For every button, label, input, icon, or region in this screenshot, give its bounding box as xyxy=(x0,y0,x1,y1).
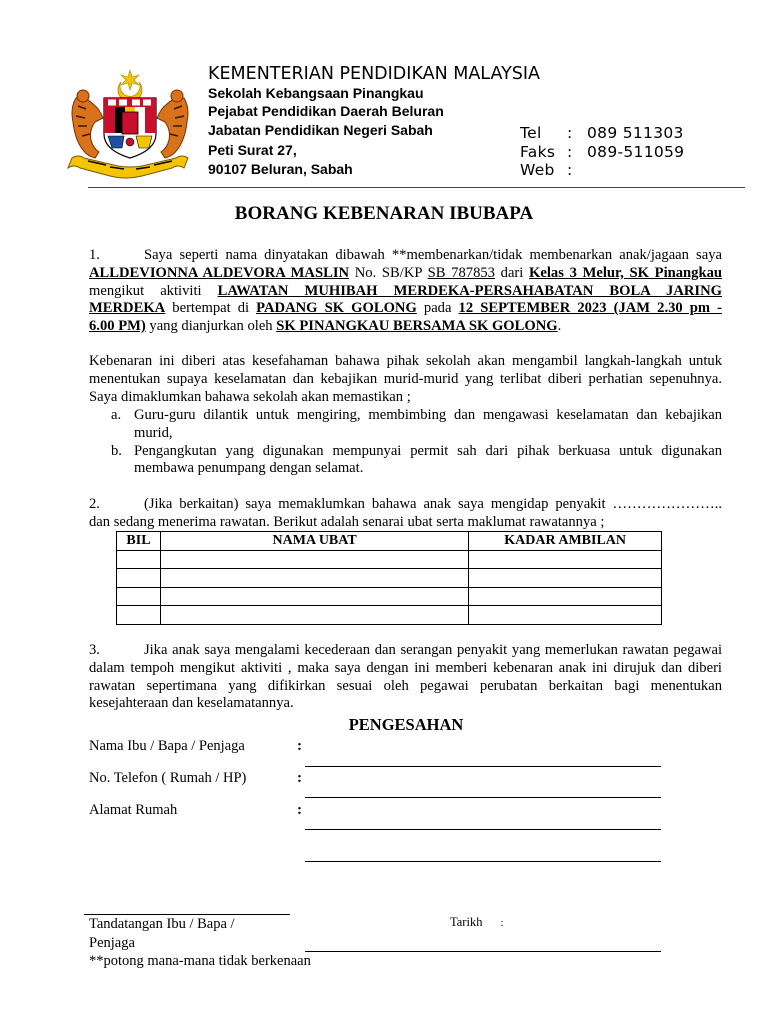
list-item: a. Guru-guru dilantik untuk mengiring, membimbing dan mengawasi keselamatan dan kebajikan murid, xyxy=(111,407,722,441)
parent-name-label: Nama Ibu / Bapa / Penjaga xyxy=(89,738,245,754)
paragraph-2 xyxy=(89,496,722,532)
activity-date: 12 SEPTEMBER 2023 (JAM 2.30 pm - xyxy=(458,300,722,317)
motto-scroll xyxy=(68,156,188,178)
parent-name-colon: : xyxy=(297,738,302,754)
p1-line-2: ALLDEVIONNA ALDEVORA MASLIN No. SB/KP SB 787853 dari Kelas 3 Melur, SK Pinangkau xyxy=(89,264,722,281)
fax-colon: : xyxy=(567,143,573,161)
phone-field[interactable] xyxy=(305,797,661,798)
parent-name-field[interactable] xyxy=(305,766,661,767)
p2-line-2: dan sedang menerima rawatan. Berikut adalah senarai ubat serta maklumat rawatannya ; xyxy=(89,513,605,530)
header-divider xyxy=(88,187,745,188)
web-label: Web xyxy=(520,161,555,179)
table-cell[interactable] xyxy=(469,587,662,606)
tel-value: 089 511303 xyxy=(587,124,684,142)
table-cell[interactable] xyxy=(117,569,161,588)
table-cell[interactable] xyxy=(469,606,662,625)
organizer: SK PINANGKAU BERSAMA SK GOLONG xyxy=(276,318,558,335)
table-row xyxy=(117,587,662,606)
paragraph-3: 3. Jika anak saya mengalami kecederaan dan serangan penyakit yang memerlukan rawatan pegawai dalam tempoh mengikut aktiviti , maka saya dengan ini memberi kebenaran anak ini dirujuk dan diberi rawatan sepertimana yang difikirkan sesuai oleh pegawai perubatan berkaitan bagi menentukan kesejahteraan dan keselamatannya. xyxy=(89,642,722,712)
right-tiger-icon xyxy=(157,90,188,158)
crescent-star-icon xyxy=(118,70,142,102)
fax-value: 089-511059 xyxy=(587,143,685,161)
date-label-group xyxy=(450,915,504,930)
left-tiger-icon xyxy=(72,90,103,158)
student-name: ALLDEVIONNA ALDEVORA MASLIN xyxy=(89,264,350,281)
table-cell[interactable] xyxy=(117,550,161,569)
p1-line-5: 6.00 PM) yang dianjurkan oleh SK PINANGKAU BERSAMA SK GOLONG. xyxy=(89,318,562,335)
medicine-table xyxy=(116,531,662,625)
venue: PADANG SK GOLONG xyxy=(256,300,417,317)
table-cell[interactable] xyxy=(117,606,161,625)
table-row xyxy=(117,606,662,625)
p3-line-1: 3. Jika anak saya mengalami kecederaan dan serangan penyakit yang memerlukan rawatan pegawai xyxy=(89,642,722,658)
col-header-bil: BIL xyxy=(117,532,161,551)
form-title: BORANG KEBENARAN IBUBAPA xyxy=(234,203,534,224)
p2-line-1: 2. (Jika berkaitan) saya memaklumkan bahawa anak saya mengidap penyakit ………………….. xyxy=(89,496,722,512)
address-label: Alamat Rumah xyxy=(89,802,178,818)
phone-colon: : xyxy=(297,770,302,786)
consent-paragraph: Kebenaran ini diberi atas kesefahaman bahawa pihak sekolah akan mengambil langkah-langkah untuk menentukan supaya keselamatan dan kebajikan murid-murid yang terlibat diberi perhatian sepenuhnya. Saya dimaklumkan bahawa sekolah akan memastikan ; xyxy=(89,353,722,405)
date-colon: : xyxy=(500,917,504,929)
table-cell[interactable] xyxy=(160,550,468,569)
postcode-city: 90107 Beluran, Sabah xyxy=(208,161,353,177)
web-colon: : xyxy=(567,161,573,179)
col-header-kadar-ambilan: KADAR AMBILAN xyxy=(469,532,662,551)
shield-icon xyxy=(104,98,156,158)
ministry-name: KEMENTERIAN PENDIDIKAN MALAYSIA xyxy=(208,64,541,84)
pengesahan-heading: PENGESAHAN xyxy=(348,715,464,734)
footnote: **potong mana-mana tidak berkenaan xyxy=(89,953,311,969)
table-cell[interactable] xyxy=(117,587,161,606)
state-department: Jabatan Pendidikan Negeri Sabah xyxy=(208,122,433,138)
po-box: Peti Surat 27, xyxy=(208,142,297,158)
p1-line-1: 1. Saya seperti nama dinyatakan dibawah **membenarkan/tidak membenarkan anak/jagaan saya xyxy=(89,247,722,263)
list-item: b. Pengangkutan yang digunakan mempunyai permit sah dari pihak berkuasa untuk digunakan membawa penumpang dengan selamat. xyxy=(111,442,722,477)
table-cell[interactable] xyxy=(160,606,468,625)
paragraph-1 xyxy=(89,247,722,336)
table-cell[interactable] xyxy=(160,587,468,606)
tel-colon: : xyxy=(567,124,573,142)
student-id: SB 787853 xyxy=(427,264,495,281)
school-name: Sekolah Kebangsaan Pinangkau xyxy=(208,85,424,101)
table-cell[interactable] xyxy=(160,569,468,588)
table-row xyxy=(117,550,662,569)
fax-label: Faks xyxy=(520,143,556,161)
p1-line-4: MERDEKA bertempat di PADANG SK GOLONG pada 12 SEPTEMBER 2023 (JAM 2.30 pm - xyxy=(89,300,722,317)
signature-label: Tandatangan Ibu / Bapa / Penjaga xyxy=(89,916,235,951)
activity-name: LAWATAN MUHIBAH MERDEKA-PERSAHABATAN BOLA JARING xyxy=(217,282,722,299)
p1-number: 1. xyxy=(89,247,100,263)
p1-line-3: mengikut aktiviti LAWATAN MUHIBAH MERDEKA-PERSAHABATAN BOLA JARING xyxy=(89,282,722,299)
assurance-list xyxy=(89,407,722,478)
address-colon: : xyxy=(297,802,302,818)
date-label: Tarikh xyxy=(450,915,483,929)
table-cell[interactable] xyxy=(469,569,662,588)
student-class: Kelas 3 Melur, SK Pinangkau xyxy=(529,264,722,281)
table-header-row xyxy=(117,532,662,551)
col-header-nama-ubat: NAMA UBAT xyxy=(160,532,468,551)
address-field-line-1[interactable] xyxy=(305,829,661,830)
table-row xyxy=(117,569,662,588)
fax-line xyxy=(520,143,684,161)
tel-line xyxy=(520,124,684,142)
coat-of-arms-logo xyxy=(66,68,194,184)
date-field[interactable] xyxy=(305,951,661,952)
web-line xyxy=(520,161,587,179)
table-cell[interactable] xyxy=(469,550,662,569)
tel-label: Tel xyxy=(520,124,542,142)
phone-label: No. Telefon ( Rumah / HP) xyxy=(89,770,247,786)
address-field-line-2[interactable] xyxy=(305,861,661,862)
district-office: Pejabat Pendidikan Daerah Beluran xyxy=(208,103,444,119)
